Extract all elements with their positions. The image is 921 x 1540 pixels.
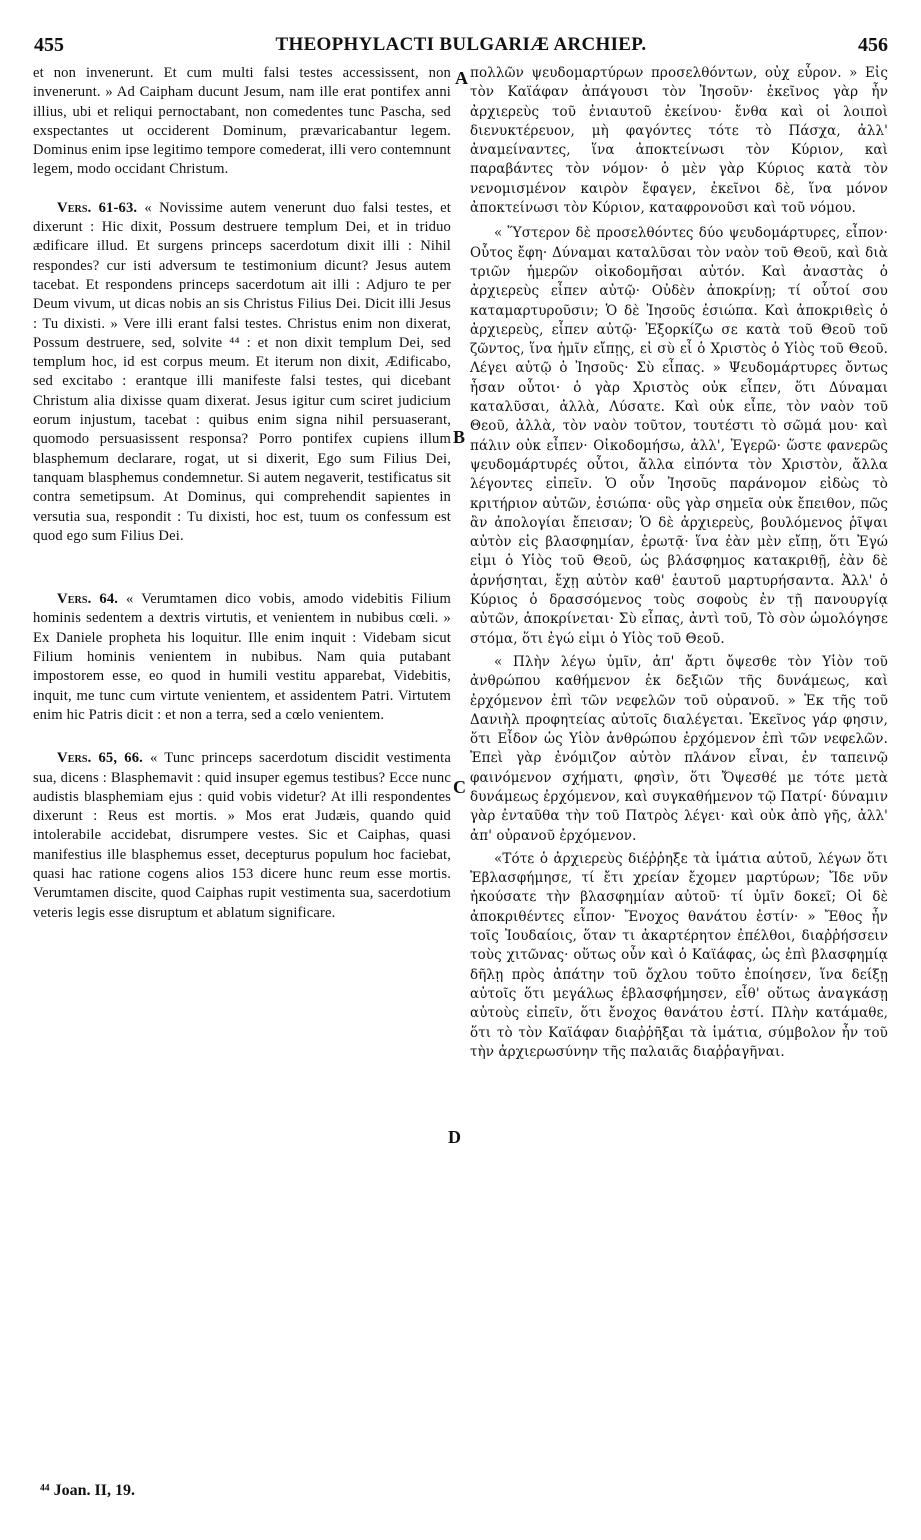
verse-label: Vers. 65, 66. [57, 750, 143, 767]
greek-paragraph-1: πολλῶν ψευδομαρτύρων προσελθόντων, οὐχ εὗρον. » Εἰς τὸν Καϊάφαν ἀπάγουσι τὸν Ἰησοῦν· ἐκεῖνος γὰρ ἦν ἀρχιερεὺς τοῦ ἐνιαυτοῦ ἐκείνου· ἔνθα καὶ οἱ λοιποὶ διενυκτέρευον, μὴ φαγόντες τότε τὸ Πάσχα, ἀλλ' ἀναμείναντες, ἵνα ἀποκτείνωσι τὸν Κύριον, καὶ παραβάντες τὸν νόμον· ὁ μὲν γὰρ Κύριος κατὰ τὸν νενομισμένον καιρὸν ἔφαγεν, ἐκεῖνοι δὲ, ἵνα μόνον ἀποκτείνωσι τὸν Κύριον, καταφρονοῦσι καὶ τοῦ νόμου. [470, 65, 888, 217]
latin-paragraph-3 [33, 590, 451, 725]
footnote: ⁴⁴ Joan. II, 19. [40, 1482, 135, 1499]
greek-paragraph-2: « Ὕστερον δὲ προσελθόντες δύο ψευδομάρτυρες, εἶπον· Οὗτος ἔφη· Δύναμαι καταλῦσαι τὸν ναὸν τοῦ Θεοῦ, καὶ διὰ τριῶν ἡμερῶν οἰκοδομῆσαι αὐτόν. Καὶ ἀναστὰς ὁ ἀρχιερεὺς εἶπεν αὐτῷ· Οὐδὲν ἀποκρίνῃ; τί οὗτοί σου καταμαρτυροῦσιν; Ὁ δὲ Ἰησοῦς ἐσιώπα. Καὶ ἀποκριθεὶς ὁ ἀρχιερεὺς, εἶπεν αὐτῷ· Ἐξορκίζω σε κατὰ τοῦ Θεοῦ τοῦ ζῶντος, ἵνα ἡμῖν εἴπῃς, εἰ σὺ εἶ ὁ Χριστὸς ὁ Υἱὸς τοῦ Θεοῦ. Λέγει αὐτῷ ὁ Ἰησοῦς· Σὺ εἶπας. » Ψευδομάρτυρες ὄντως ἦσαν οὗτοι· ὁ γὰρ Χριστὸς οὐκ εἶπεν, ὅτι Δύναμαι καταλῦσαι, ἀλλὰ, Λύσατε. Καὶ οὐκ εἶπε, τὸν ναὸν τοῦ Θεοῦ, ἀλλὰ, τὸν ναὸν τοῦτον, τουτέστι τὸ σῶμά μου· καὶ πάλιν οὐκ εἶπεν· Οἰκοδομήσω, ἀλλ', Ἐγερῶ· ὥστε φανερῶς ψευδομάρτυρές οὗτοι, ἄλλα εἰπόντα τὸν Χριστὸν, ἄλλα λέγοντες εἰπεῖν. Ὁ οὖν Ἰησοῦς παράνομον εἰδὼς τὸ κριτήριον αὐτῶν, ἐσιώπα· οὓς γὰρ σημεῖα οὐκ ἔπειθον, πῶς ἂν ἀπολογίαι ἔπεισαν; Ὁ δὲ ἀρχιερεὺς, βουλόμενος ῥῖψαι αὐτὸν εἰς βλασφημίαν, ἐρωτᾷ· ἵνα ἐὰν μὲν εἴπῃ, ὅτι Ἐγώ εἰμι ὁ Υἱὸς τοῦ Θεοῦ, ὡς βλάσφημος κατακριθῇ, ἐὰν δὲ ἀρνήσηται, ἔχῃ αὐτὸν καθ' ἑαυτοῦ μαρτυρήσαντα. Ἀλλ' ὁ Κύριος ὁ δρασσόμενος τοὺς σοφοὺς ἐν τῇ πανουργίᾳ αὐτῶν, ἀποκρίνεται· Σὺ εἶπας, ἀντὶ τοῦ, Τὸ σὸν ὡμολόγησε στόμα, ὅτι ἐγώ εἰμι ὁ Υἱὸς τοῦ Θεοῦ. [470, 225, 888, 647]
page-number-left: 455 [34, 34, 64, 56]
section-marker-d: D [448, 1127, 461, 1147]
latin-paragraph-1: et non invenerunt. Et cum multi falsi testes accessissent, non invenerunt. » Ad Caipham ducunt Jesum, nam ille erat pontifex anni illius, ubi et reliqui pernoctabant, non comedentes tunc Pascha, sed exspectantes ut occiderent Dominum, prævaricabantur legem. Dominus enim ipse legitimo tempore comederat, illi vero contemnunt legem, modo occidant Christum. [33, 65, 451, 178]
latin-paragraph-4 [33, 749, 451, 923]
page-header [34, 34, 888, 58]
paragraph-gap [33, 180, 451, 199]
verse-label: Vers. 61-63. [57, 199, 138, 216]
verse-label: Vers. 64. [57, 591, 119, 608]
latin-paragraph-4-text: « Tunc princeps sacerdotum discidit vestimenta sua, dicens : Blasphemavit : quid insuper egemus testibus? Ecce nunc audistis blasphemiam ejus : quid vobis videtur? At illi respondentes dixerunt : Reus est mortis. » Mos erat Judæis, quando quid intolerabile accidebat, disrumpere vestes. Sic et Caiphas, quasi manifestius ille blasphemus esset, decepturus populum hoc faciebat, quasi hac ratione cogens alios 153 dicere hunc reum esse mortis. Verumtamen discite, quod Caiphas rupit vestimenta sua, sacerdotium veteris legis esse disruptum et ablatum significare. [33, 750, 452, 921]
section-marker-b: B [453, 427, 466, 447]
latin-paragraph-3-text: « Verumtamen dico vobis, amodo videbitis Filium hominis sedentem a dextris virtutis, et venientem in nubibus cœli. » Ex Daniele propheta his loquitur. Ille enim inquit : Videbam sicut Filium hominis venientem in nubibus. Nam quia putabant impostorem esse, eo quod in humili vestitu apparebat, Videbitis, inquit, me tunc cum virtute venientem, et assidentem Patri. Virtutem enim hic Patris dicit : et non a terra, sed a cœlo venientem. [33, 591, 451, 723]
section-marker-a: A [455, 68, 468, 88]
section-marker-c: C [453, 777, 466, 797]
latin-column [33, 64, 451, 923]
paragraph-gap [33, 546, 451, 590]
greek-paragraph-4: «Τότε ὁ ἀρχιερεὺς διέῤῥηξε τὰ ἱμάτια αὐτοῦ, λέγων ὅτι Ἐβλασφήμησε, τί ἔτι χρείαν ἔχομεν μαρτύρων; Ἴδε νῦν ἠκούσατε τὴν βλασφημίαν αὐτοῦ· τί ὑμῖν δοκεῖ; Οἱ δὲ ἀποκριθέντες εἶπον· Ἔνοχος θανάτου ἐστίν· » Ἔθος ἦν τοῖς Ἰουδαίοις, ὅταν τι ἀκαρτέρητον ἐπέλθοι, διαῤῥήσσειν τοὺς χιτῶνας· οὕτως οὖν καὶ ὁ Καϊάφας, ὡς ἐπὶ βλασφημίᾳ δῆλῃ πρὸς ἀπάτην τοῦ ὄχλου τοῦτο ἐποίησεν, ἵνα δείξῃ αὐτοῖς ὅτι μεγάλως ἐβλασφήμησεν, εἶθ' οὕτως ἀναγκάσῃ αὐτοὺς εἰπεῖν, ὅτι ἔνοχος θανάτου ἐστί. Πλὴν κατάμαθε, ὅτι τὸ τὸν Καϊάφαν διαῤῥῆξαι τὰ ἱμάτια, σύμβολον ἦν τοῦ τὴν ἀρχιερωσύνην τῆς παλαιᾶς διαῤῥαγῆναι. [470, 850, 888, 1060]
latin-paragraph-2-text: « Novissime autem venerunt duo falsi testes, et dixerunt : Hic dixit, Possum destruere templum Dei, et in triduo ædificare illud. Et surgens princeps sacerdotum dixit illi : Nihil respondes? cur isti adversum te testimonium dicunt? Jesus autem tacebat. Et respondens princeps sacerdotum ait illi : Adjuro te per Deum vivum, ut dicas nobis an sis Christus Filius Dei. Dicit illi Jesus : Tu dixisti. » Vere illi erant falsi testes. Christus enim non dixerat, Possum destruere, sed, solvite ⁴⁴ : et non dixit templum Dei, sed templum hoc, id est corpus meum. Et iterum non dixit, Ædificabo, sed excitabo : erantque illi manifeste falsi testes, qui dicebant Christum alia dixisse quam dixerat. Jesus igitur cum sciret judicium eorum injustum, tacebat : quibus enim signa nihil persuaserant, quomodo persuasissent responsa? Porro pontifex cupiens illum blasphemum declarare, rogat, ut si dixerit, Ego sum Filius Dei, tanquam blasphemus condemnetur. Si autem negaverit, testificatus sit contra semetipsum. At Dominus, qui comprehendit sapientes in versutia sua, respondit : Tu dixisti, hoc est, tuum os confessum est quod ego sum Filius Dei. [33, 199, 451, 544]
latin-paragraph-2 [33, 199, 451, 546]
paragraph-gap [33, 725, 451, 749]
greek-column [470, 64, 888, 1062]
page-number-right: 456 [858, 34, 888, 56]
greek-paragraph-3: « Πλὴν λέγω ὑμῖν, ἀπ' ἄρτι ὄψεσθε τὸν Υἱὸν τοῦ ἀνθρώπου καθήμενον ἐκ δεξιῶν τῆς δυνάμεως, καὶ ἐρχόμενον ἐπὶ τῶν νεφελῶν τοῦ οὐρανοῦ. » Ἐκ τῆς τοῦ Δανιὴλ προφητείας αὐτοῖς διαλέγεται. Ἐκεῖνος γάρ φησιν, ὅτι Εἶδον ὡς Υἱὸν ἀνθρώπου ἐρχόμενον ἐπὶ τῶν νεφελῶν. Ἐπεὶ γὰρ ἐνόμιζον αὐτὸν πλάνον εἶναι, ἐν ταπεινῷ φαινόμενον σχήματι, φησὶν, ὅτι Ὄψεσθέ με τότε μετὰ δυνάμεως ἐρχόμενον, καὶ συγκαθήμενον τῷ Πατρί· δύναμιν γὰρ ἐνταῦθα τὴν τοῦ Πατρὸς λέγει· καὶ οὐκ ἀπὸ γῆς, ἀλλ' ἀπ' οὐρανοῦ ἐρχόμενον. [470, 653, 888, 844]
running-title: THEOPHYLACTI BULGARIÆ ARCHIEP. [275, 34, 647, 55]
